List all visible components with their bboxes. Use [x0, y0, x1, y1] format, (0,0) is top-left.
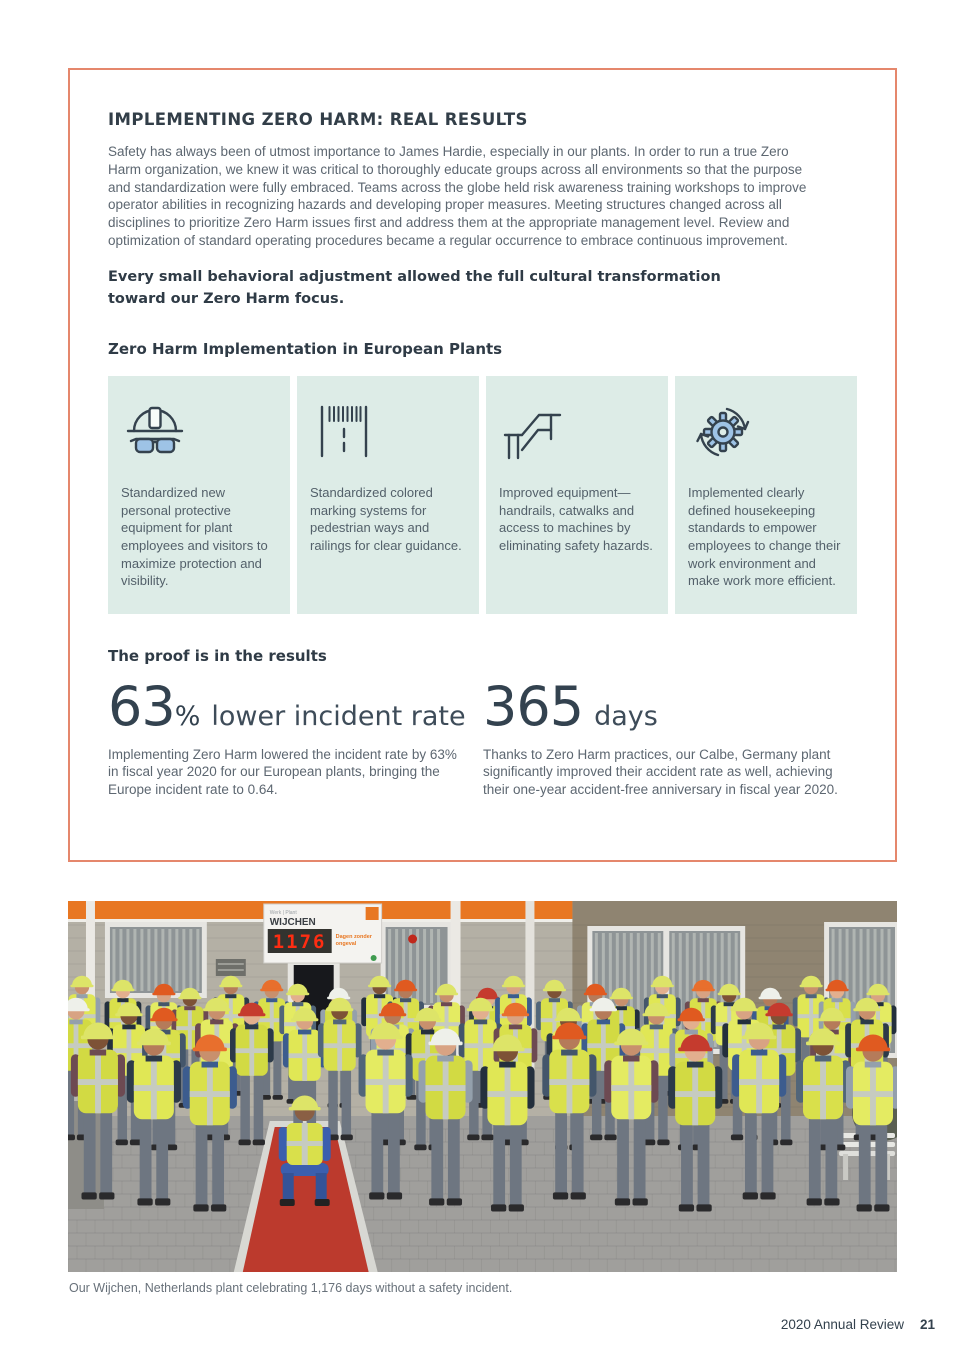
- proof-section-title: The proof is in the results: [108, 647, 327, 666]
- plant-team-photo: [68, 901, 897, 1272]
- card-catwalk: [486, 376, 668, 614]
- stat-incident-rate: [108, 675, 483, 798]
- sign-small-label: Werk | Plant: [269, 909, 297, 917]
- article-frame: [68, 68, 897, 862]
- stat-label: lower incident rate: [211, 701, 466, 733]
- vent-grille: [216, 959, 246, 976]
- card-ppe: [108, 376, 290, 614]
- card-marking: [297, 376, 479, 614]
- card-text: Implemented clearly defined housekeeping standards to empower employees to change their work environment and make work more efficient.: [688, 485, 841, 589]
- cards-section-title: Zero Harm Implementation in European Plants: [108, 340, 503, 359]
- floor-marking-icon: [310, 392, 466, 472]
- led-counter: 1176: [272, 930, 327, 954]
- stat-description: Thanks to Zero Harm practices, our Calbe, Germany plant significantly improved their accident rate as well, achieving their one-year accident-free anniversary in fiscal year 2020.: [483, 746, 838, 797]
- lead-statement: Every small behavioral adjustment allowed the full cultural transformation toward our Zero Harm focus.: [108, 268, 721, 307]
- counter-label-1: Dagen zonder: [335, 933, 372, 941]
- stats-row: [108, 675, 857, 798]
- card-text: Standardized new personal protective equipment for plant employees and visitors to maximize protection and visibility.: [121, 485, 268, 589]
- stat-headline: [108, 675, 483, 739]
- alarm-bell: [408, 935, 417, 944]
- housekeeping-cycle-icon: [688, 392, 844, 472]
- photo-caption: Our Wijchen, Netherlands plant celebrating 1,176 days without a safety incident.: [69, 1281, 513, 1295]
- card-housekeeping: [675, 376, 857, 614]
- page-footer: [781, 1317, 935, 1332]
- counter-label-2: ongeval: [335, 940, 357, 948]
- hard-hat-ppe-icon: [121, 392, 277, 472]
- days-counter-sign: [264, 904, 382, 963]
- stat-headline: [483, 675, 857, 739]
- page-number: 21: [919, 1317, 935, 1332]
- footer-label: 2020 Annual Review: [780, 1317, 904, 1332]
- stat-unit: %: [174, 701, 201, 733]
- stat-label: days: [594, 701, 658, 733]
- stat-value: 63: [108, 675, 175, 739]
- article-title: IMPLEMENTING ZERO HARM: REAL RESULTS: [108, 110, 528, 129]
- stat-description: Implementing Zero Harm lowered the incident rate by 63% in fiscal year 2020 for our European plants, bringing the Europe incident rate to 0.64.: [108, 746, 457, 797]
- intro-paragraph: Safety has always been of utmost importance to James Hardie, especially in our plants. In order to run a true Zero Harm organization, we knew it was critical to thoroughly educate groups across all environments so that the purpose and standardization were fully embraced. Teams across the globe held risk awareness training workshops to improve operator abilities in recognizing hazards and developing proper measures. Meeting structures changed across all disciplines to prioritize Zero Harm issues first and address them at the appropriate management level. Review and optimization of standard operating procedures became a regular occurrence to embrace continuous improvement.: [108, 144, 807, 248]
- catwalk-handrail-icon: [499, 392, 655, 472]
- card-text: Improved equipment—handrails, catwalks and access to machines by eliminating safety hazards.: [499, 485, 653, 554]
- implementation-cards: [108, 376, 857, 614]
- stat-value: 365: [483, 675, 584, 739]
- stat-accident-free-days: [483, 675, 857, 798]
- sign-plant-name: WIJCHEN: [269, 916, 316, 929]
- card-text: Standardized colored marking systems for pedestrian ways and railings for clear guidance.: [310, 485, 462, 554]
